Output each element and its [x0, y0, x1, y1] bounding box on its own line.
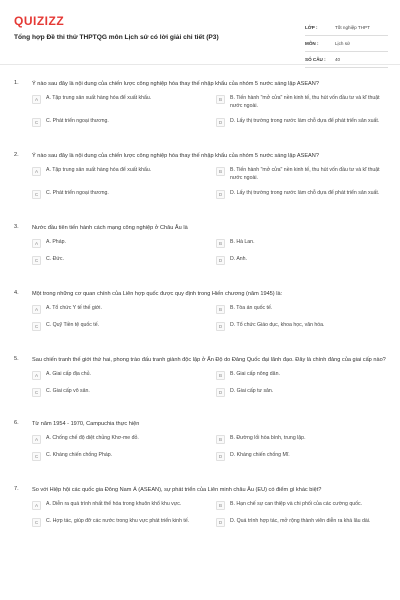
meta-table — [305, 20, 388, 68]
option-letter-box[interactable]: A — [32, 371, 41, 380]
answer-option-c[interactable] — [32, 255, 216, 272]
document-title: Tổng hợp Đề thi thử THPTQG môn Lịch sử có lời giải chi tiết (P3) — [14, 34, 219, 41]
answer-option-a[interactable] — [32, 304, 216, 321]
option-letter-box[interactable]: B — [216, 371, 225, 380]
option-letter-box[interactable]: D — [216, 518, 225, 527]
meta-value: 40 — [335, 57, 341, 62]
option-text: B. Tiến hành "mở cửa" nền kinh tế, thu hút vốn đầu tư và kĩ thuật nước ngoài. — [230, 167, 380, 181]
question-number: 2. — [14, 152, 19, 159]
answer-option-b[interactable] — [216, 94, 400, 117]
question-text: Nước đầu tiên tiến hành cách mạng công nghiệp ở Châu Âu là — [32, 225, 188, 232]
option-text: C. Quỹ Tiền tệ quốc tế. — [46, 322, 100, 329]
option-letter-box[interactable]: C — [32, 256, 41, 265]
option-text: B. Hạn chế sự can thiệp và chi phối của các cường quốc. — [230, 501, 363, 508]
answer-options — [32, 500, 388, 534]
option-letter-box[interactable]: C — [32, 452, 41, 461]
meta-row-count — [305, 52, 388, 68]
option-text: D. Kháng chiến chống Mĩ. — [230, 452, 290, 459]
meta-label: LỚP : — [305, 25, 318, 30]
option-text: D. Anh. — [230, 256, 248, 263]
option-text: C. Kháng chiến chống Pháp. — [46, 452, 113, 459]
question-2 — [14, 152, 388, 206]
answer-options — [32, 238, 388, 272]
answer-option-d[interactable] — [216, 451, 400, 468]
option-text: D. Giai cấp tư sản. — [230, 388, 274, 395]
meta-value: Lịch sử — [335, 41, 351, 46]
option-text: D. Tổ chức Giáo dục, khoa học, văn hóa. — [230, 322, 325, 329]
option-text: B. Đường lối hòa bình, trung lập. — [230, 435, 306, 442]
option-letter-box[interactable]: B — [216, 239, 225, 248]
option-letter-box[interactable]: C — [32, 388, 41, 397]
option-text: A. Chống chế độ diệt chủng Khơ-me đỏ. — [46, 435, 139, 442]
answer-option-b[interactable] — [216, 500, 400, 517]
header-divider — [0, 64, 400, 65]
answer-options — [32, 304, 388, 338]
answer-option-d[interactable] — [216, 189, 400, 206]
answer-option-b[interactable] — [216, 434, 400, 451]
option-letter-box[interactable]: D — [216, 388, 225, 397]
answer-option-c[interactable] — [32, 189, 216, 206]
answer-options — [32, 94, 388, 134]
option-text: A. Tập trung sản xuất hàng hóa để xuất khẩu. — [46, 95, 152, 101]
question-6 — [14, 420, 388, 468]
option-text: C. Phát triển ngoại thương. — [46, 190, 109, 197]
option-text: B. Tòa án quốc tế. — [230, 305, 273, 312]
option-letter-box[interactable]: B — [216, 95, 225, 104]
answer-option-c[interactable] — [32, 321, 216, 338]
question-text: Từ năm 1954 - 1970, Campuchia thực hiện — [32, 421, 140, 428]
question-7 — [14, 486, 388, 534]
quizizz-logo[interactable]: QUIZIZZ — [14, 14, 65, 28]
answer-option-d[interactable] — [216, 117, 400, 134]
meta-row-subject — [305, 36, 388, 52]
option-letter-box[interactable]: B — [216, 501, 225, 510]
answer-option-a[interactable] — [32, 94, 216, 117]
option-text: C. Giai cấp vô sản. — [46, 388, 90, 395]
answer-option-a[interactable] — [32, 238, 216, 255]
question-1 — [14, 80, 388, 134]
option-letter-box[interactable]: A — [32, 239, 41, 248]
answer-option-b[interactable] — [216, 304, 400, 321]
question-text: So với Hiệp hội các quốc gia Đông Nam Á (ASEAN), sự phát triển của Liên minh châu Âu (EU) có điểm gì khác biệt? — [32, 487, 322, 494]
answer-option-c[interactable] — [32, 117, 216, 134]
option-text: D. Lấy thị trường trong nước làm chỗ dựa để phát triển sản xuất. — [230, 118, 380, 125]
question-list — [14, 80, 388, 534]
meta-row-class — [305, 20, 388, 36]
option-letter-box[interactable]: A — [32, 167, 41, 176]
option-letter-box[interactable]: A — [32, 501, 41, 510]
question-number: 4. — [14, 290, 19, 297]
answer-option-d[interactable] — [216, 517, 400, 534]
option-letter-box[interactable]: B — [216, 305, 225, 314]
option-letter-box[interactable]: A — [32, 435, 41, 444]
option-text: B. Giai cấp nông dân. — [230, 371, 280, 378]
question-number: 5. — [14, 356, 19, 363]
question-number: 6. — [14, 420, 19, 427]
answer-options — [32, 434, 388, 468]
answer-options — [32, 166, 388, 206]
header — [14, 10, 386, 60]
answer-option-a[interactable] — [32, 166, 216, 189]
answer-option-a[interactable] — [32, 434, 216, 451]
question-number: 1. — [14, 80, 19, 86]
answer-options — [32, 370, 388, 404]
option-letter-box[interactable]: B — [216, 167, 225, 176]
answer-option-a[interactable] — [32, 500, 216, 517]
option-letter-box[interactable]: C — [32, 518, 41, 527]
option-text: A. Giai cấp địa chủ. — [46, 371, 91, 378]
question-4 — [14, 290, 388, 338]
option-letter-box[interactable]: C — [32, 322, 41, 331]
question-text: Ý nào sau đây là nội dung của chiến lược công nghiệp hóa thay thế nhập khẩu của nhóm 5 nước sáng lập ASEAN? — [32, 81, 319, 87]
option-letter-box[interactable]: A — [32, 95, 41, 104]
option-text: C. Hợp tác, giúp đỡ các nước trong khu vực phát triển kinh tế. — [46, 518, 190, 525]
answer-option-a[interactable] — [32, 370, 216, 387]
option-text: D. Quá trình hợp tác, mở rộng thành viên diễn ra khá lâu dài. — [230, 518, 371, 525]
option-letter-box[interactable]: C — [32, 118, 41, 127]
answer-option-d[interactable] — [216, 387, 400, 404]
question-number: 3. — [14, 224, 19, 231]
option-letter-box[interactable]: D — [216, 322, 225, 331]
option-text: A. Tổ chức Y tế thế giới. — [46, 305, 102, 312]
option-text: A. Tập trung sản xuất hàng hóa để xuất khẩu. — [46, 167, 152, 174]
option-text: B. Hà Lan. — [230, 239, 255, 246]
option-letter-box[interactable]: A — [32, 305, 41, 314]
meta-label: SỐ CÂU : — [305, 57, 326, 62]
option-letter-box[interactable]: B — [216, 435, 225, 444]
option-letter-box[interactable]: C — [32, 190, 41, 199]
question-3 — [14, 224, 388, 272]
answer-option-c[interactable] — [32, 451, 216, 468]
answer-option-b[interactable] — [216, 370, 400, 387]
answer-option-b[interactable] — [216, 166, 400, 189]
option-text: B. Tiến hành "mở cửa" nền kinh tế, thu hút vốn đầu tư và kĩ thuật nước ngoài. — [230, 95, 380, 109]
option-text: A. Pháp. — [46, 239, 66, 246]
option-text: A. Diễn ra quá trình nhất thể hóa trong khuôn khổ khu vực. — [46, 501, 182, 508]
question-5 — [14, 356, 388, 404]
option-text: C. Đức. — [46, 256, 64, 263]
answer-option-b[interactable] — [216, 238, 400, 255]
question-text: Ý nào sau đây là nội dung của chiến lược công nghiệp hóa thay thế nhập khẩu của nhóm 5 nước sáng lập ASEAN? — [32, 153, 319, 160]
option-letter-box[interactable]: D — [216, 256, 225, 265]
question-number: 7. — [14, 486, 19, 493]
question-text: Sau chiến tranh thế giới thứ hai, phong trào đấu tranh giành độc lập ở Ấn Độ do Đảng Quốc đại lãnh đạo. Đây là chính đảng của giai cấp nào? — [32, 357, 386, 364]
answer-option-d[interactable] — [216, 255, 400, 272]
meta-value: Tốt nghiệp THPT — [335, 25, 370, 30]
answer-option-c[interactable] — [32, 517, 216, 534]
question-text: Một trong những cơ quan chính của Liên hợp quốc được quy định trong Hiến chương (năm 1945) là: — [32, 291, 283, 298]
option-text: C. Phát triển ngoại thương. — [46, 118, 109, 125]
meta-label: MÔN : — [305, 41, 319, 46]
option-letter-box[interactable]: D — [216, 452, 225, 461]
answer-option-c[interactable] — [32, 387, 216, 404]
option-letter-box[interactable]: D — [216, 118, 225, 127]
option-text: D. Lấy thị trường trong nước làm chỗ dựa để phát triển sản xuất. — [230, 190, 380, 197]
option-letter-box[interactable]: D — [216, 190, 225, 199]
answer-option-d[interactable] — [216, 321, 400, 338]
